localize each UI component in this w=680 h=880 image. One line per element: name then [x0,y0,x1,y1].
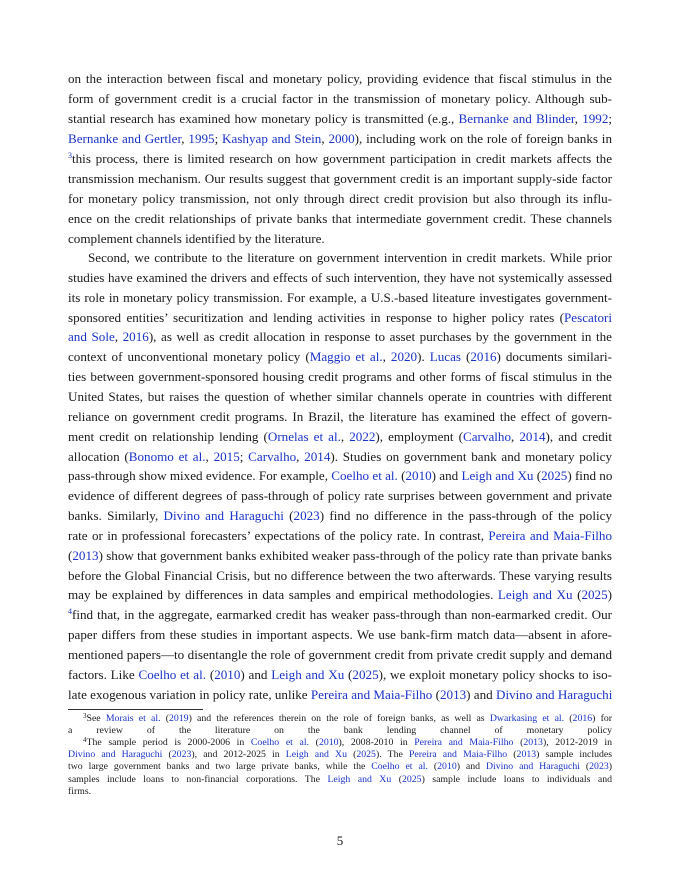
text-run: form of government credit is a crucial factor in the transmission of monetary policy. Although sub- [68,91,612,106]
text-run: ) show that government banks exhibited weaker pass-through of the policy rate than private banks [98,547,612,563]
text-run: ), as well as credit allocation in response to asset purchases by the government in the [148,329,612,345]
citation-link[interactable]: Divino and Haraguchi [485,761,580,773]
text-run: Second, we contribute to the literature on government intervention in credit markets. While prior [88,250,612,265]
paragraph2-line [68,585,612,605]
text-run: ) sample includes [536,749,613,761]
paragraph2-line [68,268,612,288]
citation-link[interactable]: Pereira and Maia-Filho [408,749,508,761]
citation-link[interactable]: 2022 [349,428,376,444]
citation-link[interactable]: 2025 [356,749,376,761]
text-run: ( [513,737,524,749]
text-run: ( [397,468,406,484]
paragraph1-line [68,89,612,109]
text-run: this process, [72,151,139,166]
text-run: , [382,349,391,365]
text-run: , [181,131,189,146]
text-run: ). Studies on government bank and monetary policy [330,448,613,464]
text-run: paper differs from these studies in important aspects. We use bank-firm match data—absent in afore- [68,627,612,643]
paragraph2-line [68,387,612,407]
text-run: ( [346,749,357,761]
paragraph2-line [68,546,612,566]
text-run: ( [309,737,319,749]
citation-link[interactable]: Lucas [429,349,461,365]
text-run: allocation ( [68,448,129,464]
paragraph2-line [68,466,612,486]
citation-link[interactable]: 2023 [293,508,320,524]
citation-link[interactable]: 2016 [572,713,593,724]
citation-link[interactable]: Carvalho [463,428,511,444]
text-run: ( [68,547,73,563]
citation-link[interactable]: Divino and Haraguchi [163,508,284,524]
footnote-line [68,761,612,773]
text-run: ( [572,587,582,603]
citation-link[interactable]: 2025 [352,666,379,682]
text-run: , [205,448,214,464]
paragraph1-line [68,209,612,229]
paragraph2-line [68,526,612,546]
citation-link[interactable]: 2013 [72,547,99,563]
footnote-line [68,737,612,749]
citation-link[interactable]: 2020 [390,349,418,365]
text-run: ( [162,749,172,761]
footnote-marker[interactable]: 3 [68,151,72,160]
paragraph2-line [68,506,612,526]
citation-link[interactable]: 2016 [470,349,497,365]
text-run: , [511,428,520,444]
paragraph1-line [68,129,612,149]
footnote-line [68,774,612,786]
text-run: ), 2012-2019 in [542,737,612,749]
paragraph2-line [68,685,612,705]
citation-link[interactable]: 2010 [214,666,241,682]
text-run: ) and [431,468,462,484]
text-run: sponsored entities’ securitization and lending activities in response to higher policy rates ( [68,309,564,325]
text-run: ence on the credit relationships of private banks that intermediate government credit. These channels [68,211,612,226]
paragraph2-line [68,427,612,447]
citation-link[interactable]: 2013 [516,749,537,761]
citation-link[interactable]: 2000 [328,131,355,146]
citation-link[interactable]: 2013 [523,737,543,749]
text-run: , [114,329,123,345]
citation-link[interactable]: Ornelas et al. [267,428,341,444]
footnote-line [68,786,612,798]
text-run: two large government banks and two large private banks, while the [68,761,372,773]
paragraph2-line [68,447,612,467]
paragraph1-line [68,169,612,189]
text-run: ), and credit [545,428,613,444]
text-run: , [574,111,583,126]
citation-link[interactable]: Maggio et al. [309,349,383,365]
text-run: banks. Similarly, [68,508,164,524]
citation-link[interactable]: Bernanke and Gertler [68,131,182,146]
citation-link[interactable]: Coelho et al. [331,468,398,484]
text-run: ) find no [567,468,613,484]
citation-link[interactable]: 2014 [519,428,546,444]
paragraph1-line [68,109,612,129]
text-run: , [296,448,305,464]
footnote-line [68,713,612,725]
text-run: reliance on government credit programs. In Brazil, the literature has examined the effect of govern- [68,408,612,424]
citation-link[interactable]: 2010 [318,737,339,749]
text-run: factors. Like [68,666,139,682]
text-run: ; [239,448,249,464]
paragraph1-line [68,69,612,89]
text-run: ) [607,587,613,603]
text-run: studies have examined the drivers and effects of such intervention, they have not systemically assessed [68,269,612,285]
text-run: there is limited research on how government participation in credit markets affects the [138,151,613,166]
text-run: ( [533,468,542,484]
text-run: ( [344,666,353,682]
citation-link[interactable]: Carvalho [248,448,297,464]
text-run: before the Global Financial Crisis, but no difference between the two afterwards. These varying results [68,567,612,583]
text-run: Our [587,607,613,623]
paragraph2-line [68,407,612,427]
paragraph2-line [68,605,612,625]
text-run: ) and [456,761,486,773]
page-number: 5 [336,833,344,848]
citation-link[interactable]: 1992 [582,111,609,126]
footnote-separator [68,709,203,710]
citation-link[interactable]: Dwarkasing et al. [489,713,565,724]
paragraph2-line [68,486,612,506]
citation-link[interactable]: Pereira and Maia-Filho [488,527,612,543]
citation-link[interactable]: Leigh and Xu [285,749,347,761]
text-run: may be explained by differences in data samples and empirical methodologies. [68,587,498,603]
citation-link[interactable]: 2013 [439,686,467,702]
citation-link[interactable]: Kashyap and Stein [222,131,322,146]
citation-link[interactable]: 2014 [304,448,331,464]
text-run: samples include loans to non-financial corporations. The [68,773,328,785]
text-run: ), including work on the role of foreign banks in [354,131,612,146]
text-run: ( [160,713,169,724]
text-run: ). [417,349,430,365]
footnote-marker[interactable]: 4 [68,607,72,617]
text-run: ( [391,773,402,785]
citation-link[interactable]: Pescatori [564,309,612,325]
text-run: context of unconventional monetary policy ( [68,349,310,365]
text-run: ( [507,749,517,761]
citation-link[interactable]: 2025 [401,773,422,785]
citation-link[interactable]: Leigh and Xu [497,587,573,603]
text-run: ( [432,686,440,702]
text-run: ) find no difference in the pass-through of the policy [319,508,612,524]
citation-link[interactable]: 2015 [213,448,240,464]
citation-link[interactable]: 1995 [188,131,215,146]
citation-link[interactable]: Coelho et al. [250,737,310,749]
text-run: ( [427,761,438,773]
text-run: ). The [375,749,409,761]
text-run: The sample period is 2000-2006 in [86,737,251,749]
citation-link[interactable]: 2023 [589,761,609,773]
text-run: ( [283,508,294,524]
text-run: a review of the literature on the bank lending channel of monetary policy [68,725,612,737]
text-run: ment credit on relationship lending ( [68,428,268,444]
footnote-marker[interactable]: 3 [83,712,87,720]
citation-link[interactable]: Bernanke and Blinder [458,111,575,126]
citation-link[interactable]: Leigh and Xu [271,666,345,682]
text-run: ) and [466,686,496,702]
citation-link[interactable]: Divino and Haraguchi [68,749,163,761]
text-run: ( [579,761,590,773]
text-run: ; [608,111,613,126]
citation-link[interactable]: and Sole [68,329,115,345]
footnote-line [68,749,612,761]
citation-link[interactable]: Leigh and Xu [327,773,392,785]
citation-link[interactable]: Coelho et al. [371,761,428,773]
text-run: ; [214,131,223,146]
citation-link[interactable]: 2010 [405,468,432,484]
text-run: ), 2008-2010 in [338,737,415,749]
citation-link[interactable]: Divino and Haraguchi [496,686,613,702]
text-run: ) sample include loans to individuals and [421,773,613,785]
citation-link[interactable]: Bonomo et al. [128,448,206,464]
paragraph2-line [68,665,612,685]
paragraph2-line [68,566,612,586]
text-run: ) [608,761,613,773]
footnote-line [68,725,612,737]
text-run: ( [564,713,573,724]
citation-link[interactable]: Leigh and Xu [461,468,534,484]
paragraph2-line [68,645,612,665]
text-run: ) and [240,666,272,682]
citation-link[interactable]: 2010 [437,761,457,773]
text-run: ), employment ( [375,428,463,444]
paragraph2-line [68,347,612,367]
text-run: United States, but raises the question of whether similar channels operate in countries with different [68,388,612,404]
text-run: find that, in the aggregate, earmarked credit has weaker pass-through than non-earmarked credit. [72,607,588,623]
text-run: late exogenous variation in policy rate, unlike [68,686,311,702]
citation-link[interactable]: 2025 [541,468,568,484]
text-run: mentioned papers—to disentangle the role of government credit from private credit supply and demand [68,647,612,662]
paragraph1-line [68,149,612,169]
paragraph1-line [68,189,612,209]
text-run: ( [460,349,471,365]
text-run: stantial research has examined how monetary policy is transmitted (e.g., [68,111,459,126]
text-run: on the interaction between fiscal and monetary policy, providing evidence that fiscal stimulus in the [68,71,612,86]
paragraph1-line [68,229,612,249]
paragraph2-line [68,308,612,328]
text-run: evidence of different degrees of pass-through of policy rate surprises between government and private [68,488,612,504]
text-run: for monetary policy transmission, not only through direct credit provision but also through its influ- [68,191,612,206]
paragraph2-line [68,327,612,347]
citation-link[interactable]: 2019 [168,713,189,724]
text-run: See [86,713,106,724]
text-run: , [340,428,350,444]
text-run: transmission mechanism. Our results suggest that government credit is an important supply-side factor [68,171,612,186]
text-run: ) documents similari- [496,349,612,365]
citation-link[interactable]: Pereira and Maia-Filho [414,737,514,749]
text-run: ) and the references therein on the role of foreign banks, as well as [188,713,490,724]
text-run: ), and 2012-2025 in [191,749,286,761]
citation-link[interactable]: 2016 [122,329,149,345]
text-run: complement channels identified by the literature. [68,231,325,246]
footnote-marker[interactable]: 4 [83,736,87,745]
citation-link[interactable]: Coelho et al. [138,666,207,682]
paragraph2-line [68,367,612,387]
citation-link[interactable]: Morais et al. [105,713,161,724]
paragraph2-line [68,248,612,268]
text-run: ), we exploit monetary policy shocks to iso- [378,666,613,682]
text-run: ( [206,666,215,682]
text-run: ties between government-sponsored housing credit programs and other forms of fiscal stimulus in the [68,369,612,385]
paragraph2-line [68,625,612,645]
citation-link[interactable]: 2025 [581,587,608,603]
text-run: ) for [592,713,613,724]
paragraph2-line [68,288,612,308]
text-run: , [321,131,329,146]
citation-link[interactable]: Pereira and Maia-Filho [310,686,433,702]
citation-link[interactable]: 2023 [171,749,192,761]
text-run: rate or in professional forecasters’ expectations of the policy rate. In contrast, [68,527,489,543]
text-run: firms. [68,785,92,797]
text-run: pass-through show mixed evidence. For example, [68,468,332,484]
text-run: its role in monetary policy transmission. For example, a U.S.-based liteature investigates government- [68,289,612,305]
